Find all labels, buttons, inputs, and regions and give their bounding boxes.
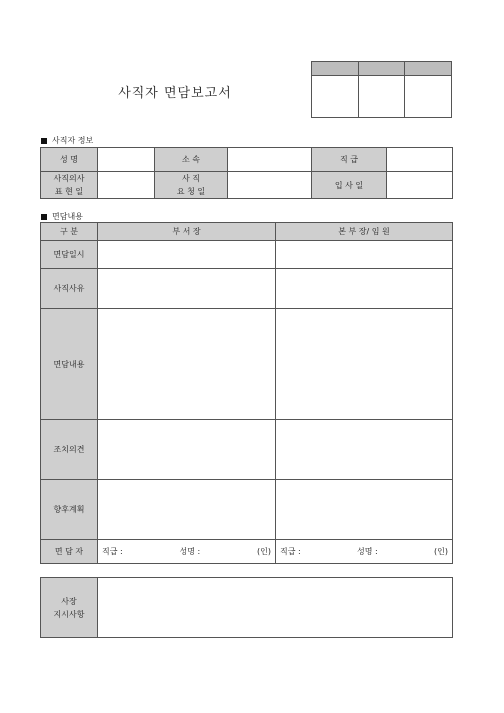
section-heading-employee-info: 사직자 정보 bbox=[41, 135, 93, 146]
sig-rank-label: 직급 : bbox=[280, 547, 301, 556]
ceo-instruction-field[interactable] bbox=[98, 578, 453, 638]
interview-content-division-field[interactable] bbox=[276, 309, 453, 420]
name-field[interactable] bbox=[98, 148, 155, 172]
dept-field[interactable] bbox=[228, 148, 312, 172]
approval-sign-1[interactable] bbox=[312, 76, 359, 118]
ceo-instruction-label: 사장 지시사항 bbox=[41, 578, 98, 638]
approval-sign-2[interactable] bbox=[358, 76, 405, 118]
interview-date-division-field[interactable] bbox=[276, 241, 453, 269]
sig-rank-label: 직급 : bbox=[102, 547, 123, 556]
resign-reason-dept-field[interactable] bbox=[98, 269, 276, 309]
sig-name-label: 성명 : bbox=[357, 547, 378, 556]
request-date-label: 사 직 요 청 일 bbox=[155, 172, 228, 199]
join-date-field[interactable] bbox=[387, 172, 453, 199]
resign-reason-division-field[interactable] bbox=[276, 269, 453, 309]
interview-date-dept-field[interactable] bbox=[98, 241, 276, 269]
future-plan-dept-field[interactable] bbox=[98, 480, 276, 540]
row-label-future-plan: 향후계획 bbox=[41, 480, 98, 540]
row-label-interviewer: 면 담 자 bbox=[41, 540, 98, 564]
join-date-label: 입 사 일 bbox=[312, 172, 387, 199]
col-category: 구 분 bbox=[41, 223, 98, 241]
row-label-action-opinion: 조치의견 bbox=[41, 420, 98, 480]
approval-header-2 bbox=[358, 62, 405, 76]
interview-table bbox=[40, 222, 453, 564]
rank-field[interactable] bbox=[387, 148, 453, 172]
approval-header-1 bbox=[312, 62, 359, 76]
approval-box bbox=[311, 61, 452, 118]
employee-info-table bbox=[40, 147, 453, 199]
approval-sign-3[interactable] bbox=[405, 76, 452, 118]
row-label-resign-reason: 사직사유 bbox=[41, 269, 98, 309]
intent-date-label: 사직의사 표 현 일 bbox=[41, 172, 98, 199]
bullet-square-icon bbox=[41, 214, 47, 220]
action-opinion-division-field[interactable] bbox=[276, 420, 453, 480]
request-date-field[interactable] bbox=[228, 172, 312, 199]
intent-date-field[interactable] bbox=[98, 172, 155, 199]
dept-label: 소 속 bbox=[155, 148, 228, 172]
name-label: 성 명 bbox=[41, 148, 98, 172]
action-opinion-dept-field[interactable] bbox=[98, 420, 276, 480]
bullet-square-icon bbox=[41, 138, 47, 144]
rank-label: 직 급 bbox=[312, 148, 387, 172]
section-heading-interview: 면담내용 bbox=[41, 211, 83, 222]
col-dept-head: 부 서 장 bbox=[98, 223, 276, 241]
col-division-head: 본 부 장/ 임 원 bbox=[276, 223, 453, 241]
approval-header-3 bbox=[405, 62, 452, 76]
page-title: 사직자 면담보고서 bbox=[118, 86, 232, 101]
row-label-interview-content: 면담내용 bbox=[41, 309, 98, 420]
interview-content-dept-field[interactable] bbox=[98, 309, 276, 420]
ceo-instruction-table bbox=[40, 577, 453, 638]
sig-seal-label: (인) bbox=[434, 547, 448, 556]
sig-seal-label: (인) bbox=[257, 547, 271, 556]
row-label-interview-date: 면담일시 bbox=[41, 241, 98, 269]
future-plan-division-field[interactable] bbox=[276, 480, 453, 540]
sig-name-label: 성명 : bbox=[179, 547, 201, 556]
interviewer-division-signature[interactable] bbox=[276, 540, 453, 564]
interviewer-dept-signature[interactable] bbox=[98, 540, 276, 564]
